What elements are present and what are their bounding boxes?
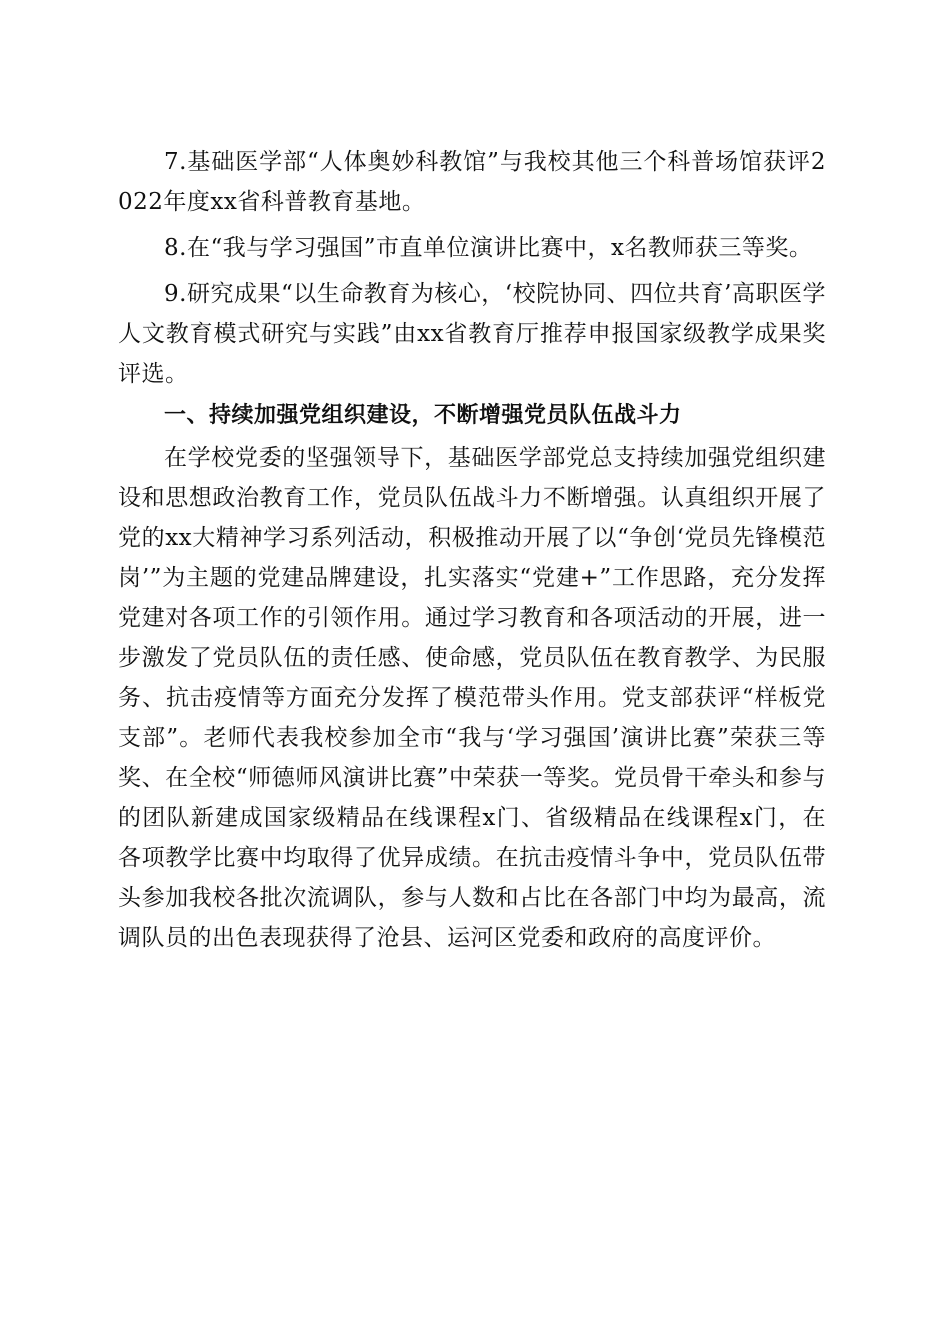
- document-body: [118, 142, 826, 958]
- list-item-9: 9.研究成果“以生命教育为核心，‘校院协同、四位共育’高职医学人文教育模式研究与实践”由xx省教育厅推荐申报国家级教学成果奖评选。: [118, 281, 826, 387]
- list-item-7: 7.基础医学部“人体奥妙科教馆”与我校其他三个科普场馆获评2022年度xx省科普教育基地。: [118, 149, 826, 215]
- list-item-8: 8.在“我与学习强国”市直单位演讲比赛中，x名教师获三等奖。: [164, 235, 813, 261]
- section-heading: 一、持续加强党组织建设，不断增强党员队伍战斗力: [164, 403, 682, 428]
- body-paragraph: 在学校党委的坚强领导下，基础医学部党总支持续加强党组织建设和思想政治教育工作，党员队伍战斗力不断增强。认真组织开展了党的xx大精神学习系列活动，积极推动开展了以“争创‘党员先锋模范岗’”为主题的党建品牌建设，扎实落实“党建+”工作思路，充分发挥党建对各项工作的引领作用。通过学习教育和各项活动的开展，进一步激发了党员队伍的责任感、使命感，党员队伍在教育教学、为民服务、抗击疫情等方面充分发挥了模范带头作用。党支部获评“样板党支部”。老师代表我校参加全市“我与‘学习强国’演讲比赛”荣获三等奖、在全校“师德师风演讲比赛”中荣获一等奖。党员骨干牵头和参与的团队新建成国家级精品在线课程x门、省级精品在线课程x门，在各项教学比赛中均取得了优异成绩。在抗击疫情斗争中，党员队伍带头参加我校各批次流调队，参与人数和占比在各部门中均为最高，流调队员的出色表现获得了沧县、运河区党委和政府的高度评价。: [118, 445, 826, 951]
